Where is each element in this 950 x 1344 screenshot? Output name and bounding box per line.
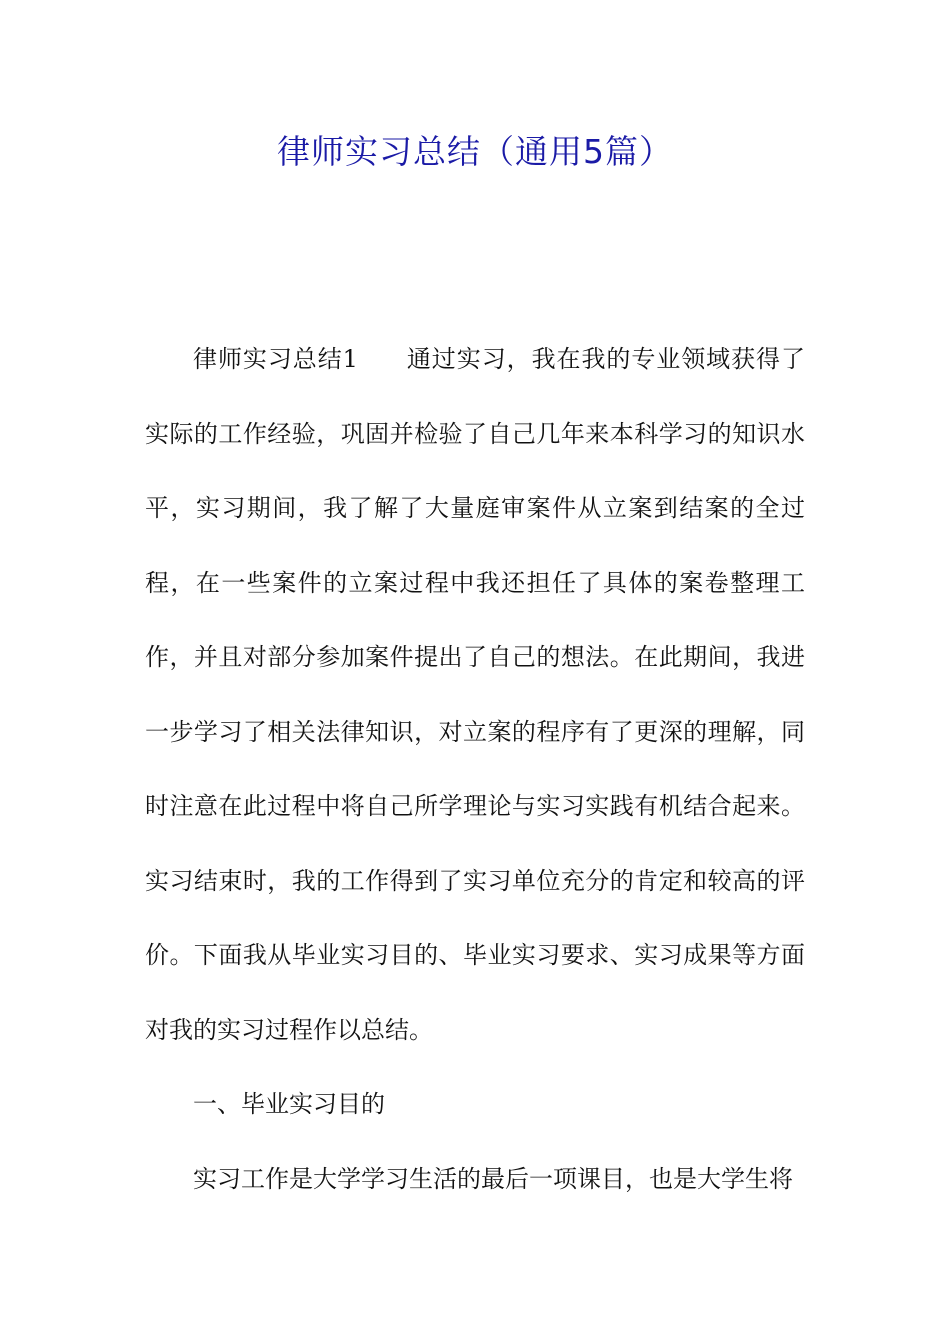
document-body [145, 322, 805, 1216]
intro-label: 律师实习总结1 [193, 345, 358, 373]
document-title: 律师实习总结（通用5篇） [277, 132, 673, 171]
section-paragraph: 实习工作是大学学习生活的最后一项课目，也是大学生将 [193, 1164, 793, 1193]
intro-text: 通过实习，我在我的专业领域获得了实际的工作经验，巩固并检验了自己几年来本科学习的知识水平，实习期间，我了解了大量庭审案件从立案到结案的全过程，在一些案件的立案过程中我还担任了具体的案卷整理工作，并且对部分参加案件提出了自己的想法。在此期间，我进一步学习了相关法律知识，对立案的程序有了更深的理解，同时注意在此过程中将自己所学理论与实习实践有机结合起来。实习结束时，我的工作得到了实习单位充分的肯定和较高的评价。下面我从毕业实习目的、毕业实习要求、实习成果等方面对我的实习过程作以总结。 [145, 345, 805, 1044]
section-heading: 一、毕业实习目的 [193, 1090, 385, 1118]
intro-paragraph [145, 322, 805, 1067]
